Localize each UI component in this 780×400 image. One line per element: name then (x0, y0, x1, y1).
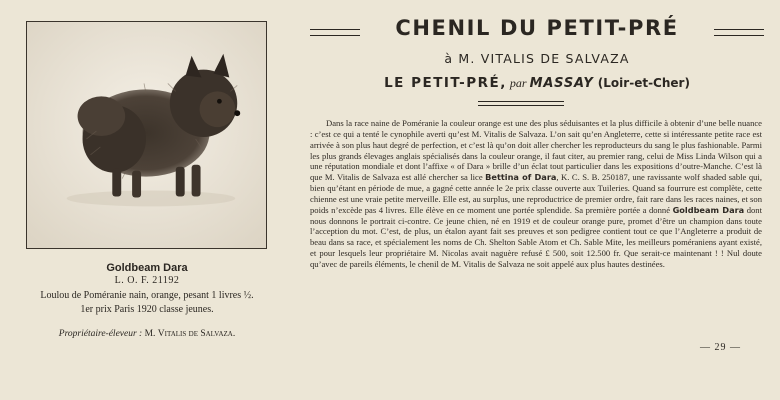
page-subtitle: à M. VITALIS DE SALVAZA (444, 51, 630, 66)
section-divider (478, 101, 564, 106)
title-row (308, 14, 766, 46)
dog-name: Goldbeam Dara (106, 262, 188, 274)
article-text-1: Dans la race naine de Poméranie la couleur orange est une des plus séduisantes et la plus difficile à obtenir d’une belle nuance : c’est ce qui a tenté le cynophile averti qu’est M. Vitalis de Salvaza. L’on sait qu’en Angleterre, cette si intéressante petite race est arrivée à son plus haut degré de perfection, et c’est là qu’on doit aller chercher les reproducteurs du sang le plus fashionable. Parmi les plus grands élevages anglais spécialisés dans la couleur orange, il faut citer, au premier rang, celui de Miss Linda Wilson qui a une réputation mondiale et dont l’affixe « of Dara » brille d’un éclat tout particulier dans les expositions d’outre-Manche. C’est là que M. Vitalis de Salvaza est allé chercher sa lice (310, 118, 762, 183)
dog-description: Loulou de Poméranie nain, orange, pesant 1 livres ½. (40, 290, 254, 301)
place-department: (Loir-et-Cher) (593, 76, 690, 90)
article-bold-bettina: Bettina of Dara (485, 172, 557, 183)
prize-line (12, 304, 282, 315)
prize-text: prix Paris 1920 classe jeunes. (93, 304, 214, 315)
owner-role: Propriétaire-éleveur : (58, 329, 143, 339)
place-town: MASSAY (529, 76, 594, 91)
pomeranian-dog-illustration (27, 22, 266, 248)
dog-photograph (26, 21, 267, 249)
owner-initial: M. (142, 329, 158, 339)
place-name: LE PETIT-PRÉ, (384, 75, 507, 91)
owner-line (12, 329, 282, 339)
prize-ordinal: 1er (80, 304, 94, 315)
title-rule-right (714, 29, 764, 36)
registration-number: L. O. F. 21192 (114, 275, 180, 286)
article-text-3: dont nous donnons le portrait ci-contre. Ce jeune chien, né en 1919 et de couleur orange pure, promet d’être un champion dans toute l’acception du mot. C’est, de plus, un étalon ayant fait ses preuves et son pedigree contient tout ce que l’Angleterre a produit de beau dans sa race, et spécialement les noms de Ch. Shelton Sable Atom et Ch. Sable Mite, les meilleurs poméraniens ayant existé, et pour lesquels leur propriétaire M. Nicolas avait naguère refusé £ 500, soit 12.500 fr. Que serait-ce maintenant ! ! Nul doute qu’avec de pareils éléments, le chenil de M. Vitalis de Salvaza ne soit appelé aux plus hautes destinées. (310, 204, 762, 269)
page-number: — 29 — (700, 342, 741, 353)
location-line (308, 75, 766, 91)
article-body (310, 118, 762, 270)
title-rule-left (310, 29, 360, 36)
owner-name: Vitalis de Salvaza. (157, 329, 236, 339)
article-text-2: , K. C. S. B. 250187, une ravissante wolf shaded sable qui, bien qu’étant en période de mue, a gagné cette année le 2e prix classe ouverte aux Tuileries. Quand sa fourrure est complète, cette chienne est une vraie petite merveille. Elle est, au surplus, une reproductrice de premier ordre, fait rare dans les races naines, et son poids n’excède pas 4 livres. Elle élève en ce moment une portée splendide. Sa première portée a donné (310, 172, 762, 215)
article-bold-goldbeam: Goldbeam Dara (672, 204, 745, 215)
place-by: par (506, 76, 530, 90)
page-title: CHENIL DU PETIT-PRÉ (395, 16, 679, 40)
